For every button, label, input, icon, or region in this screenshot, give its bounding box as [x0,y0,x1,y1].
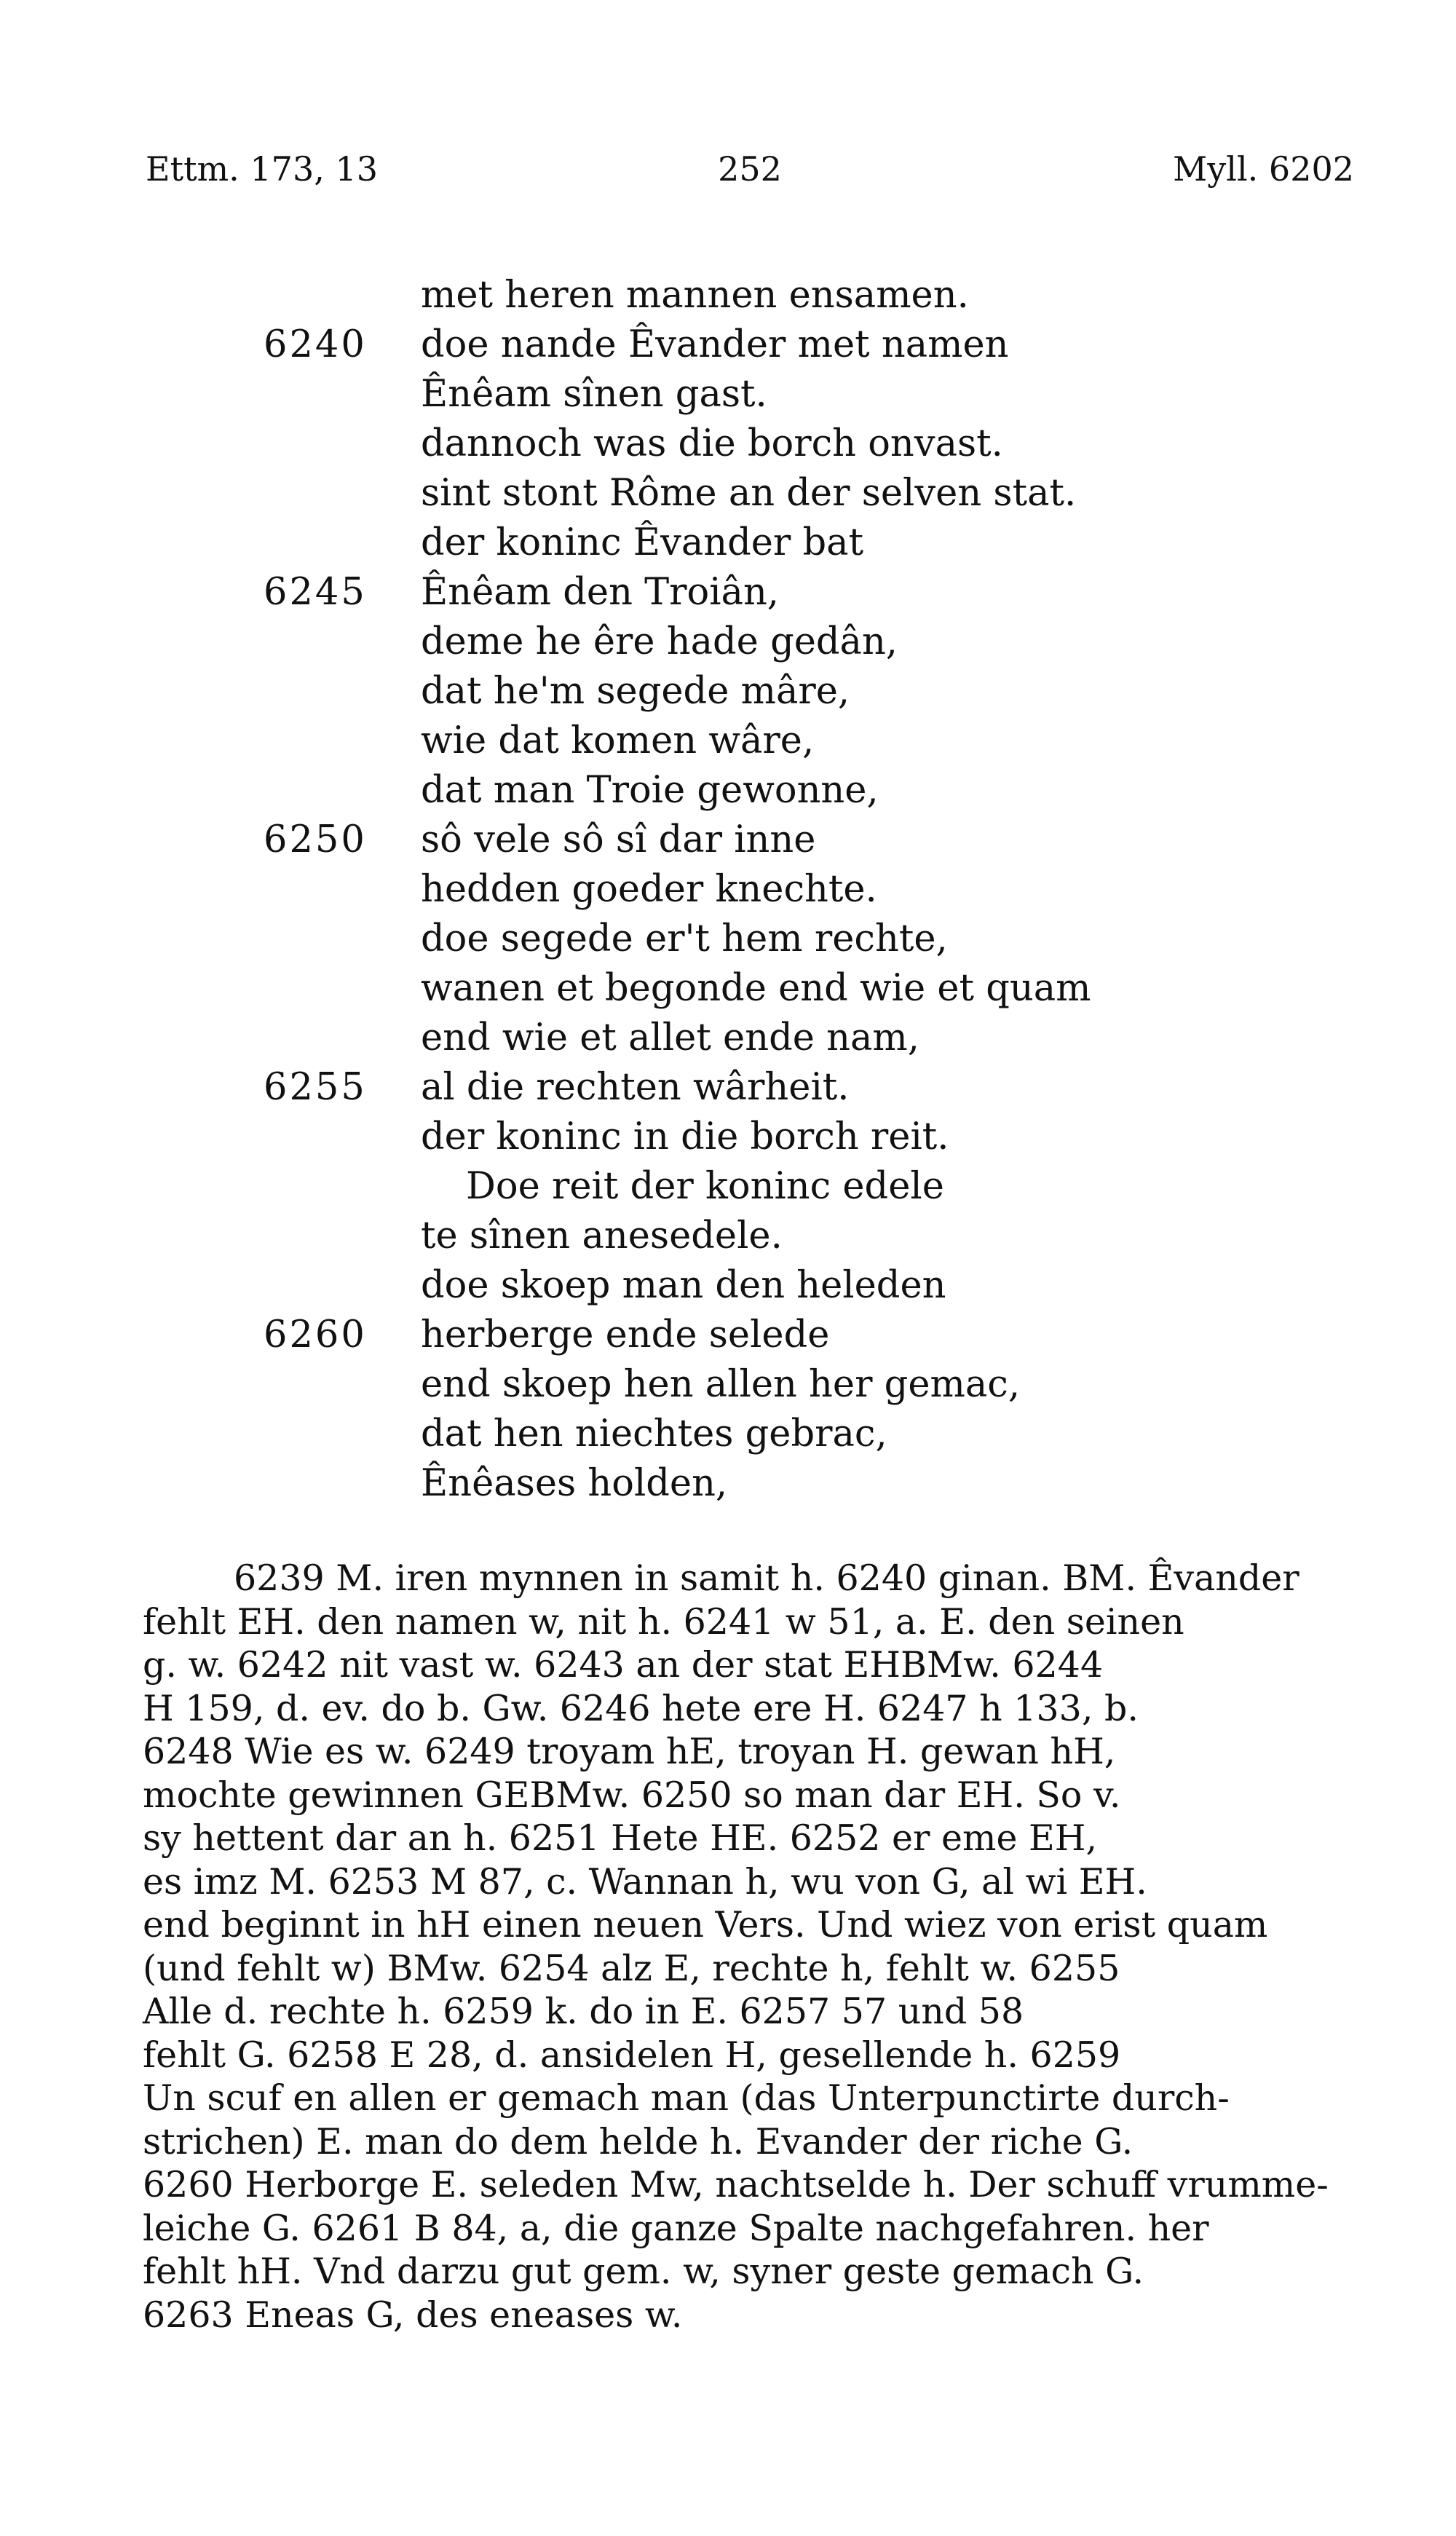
verse-line [0,518,1456,568]
page-header [146,149,1354,208]
verse-text: sô vele sô sî dar inne [421,818,816,861]
verse-line [0,469,1456,518]
line-number: 6245 [264,571,367,614]
verse-line [0,1360,1456,1410]
apparatus-line: end beginnt in hH einen neuen Vers. Und wiez von erist quam [143,1904,1268,1946]
verse-text: te sînen anesedele. [421,1214,783,1257]
verse-line [0,1063,1456,1113]
verse-line [0,1459,1456,1509]
apparatus-line: 6239 M. iren mynnen in samit h. 6240 ginan. BM. Êvander [234,1557,1299,1599]
verse-text: wanen et begonde end wie et quam [421,967,1091,1010]
verse-line [0,964,1456,1014]
verse-line [0,1311,1456,1360]
verse-line [0,617,1456,667]
verse-text: Ênêam sînen gast. [421,373,767,416]
verse-text: dannoch was die borch onvast. [421,422,1003,465]
verse-text: wie dat komen wâre, [421,719,815,762]
verse-text: deme he êre hade gedân, [421,620,898,663]
apparatus-line: strichen) E. man do dem helde h. Evander der riche G. [143,2120,1133,2162]
verse-text: der koninc Êvander bat [421,521,864,564]
verse-text: doe nande Êvander met namen [421,323,1009,366]
verse-text: herberge ende selede [421,1314,830,1356]
line-number: 6250 [264,818,367,861]
verse-text: hedden goeder knechte. [421,868,877,911]
apparatus-line: (und fehlt w) BMw. 6254 alz E, rechte h, fehlt w. 6255 [143,1947,1120,1989]
apparatus-line: g. w. 6242 nit vast w. 6243 an der stat EHBMw. 6244 [143,1644,1104,1686]
apparatus-line: fehlt G. 6258 E 28, d. ansidelen H, gesellende h. 6259 [143,2034,1121,2076]
verse-line [0,1212,1456,1261]
apparatus-line: leiche G. 6261 B 84, a, die ganze Spalte nachgefahren. her [143,2207,1209,2249]
apparatus-line: H 159, d. ev. do b. Gw. 6246 hete ere H. 6247 h 133, b. [143,1687,1139,1729]
verse-line [0,320,1456,370]
apparatus-line: fehlt hH. Vnd darzu gut gem. w, syner geste gemach G. [143,2251,1144,2292]
verse-text: sint stont Rôme an der selven stat. [421,472,1077,515]
line-number: 6255 [264,1066,367,1109]
verse-line [0,766,1456,815]
verse-line-section-start [0,1162,1456,1212]
verse-line [0,915,1456,964]
apparatus-line: fehlt EH. den namen w, nit h. 6241 w 51, a. E. den seinen [143,1600,1184,1643]
verse-text: Ênêases holden, [421,1462,728,1505]
verse-text: dat hen niechtes gebrac, [421,1413,887,1455]
running-head-right: Myll. 6202 [1173,149,1354,189]
verse-text: Ênêam den Troiân, [421,571,779,614]
verse-text: al die rechten wârheit. [421,1066,850,1109]
verse-text: dat he'm segede mâre, [421,670,850,713]
verse-text: met heren mannen ensamen. [421,274,969,317]
apparatus-line: es imz M. 6253 M 87, c. Wannan h, wu von G, al wi EH. [143,1860,1147,1903]
apparatus-line: 6263 Eneas G, des eneases w. [143,2294,683,2336]
verse-line [0,716,1456,766]
verse-line [0,568,1456,617]
verse-line [0,271,1456,320]
apparatus-line: Alle d. rechte h. 6259 k. do in E. 6257 57 und 58 [143,1991,1024,2032]
verse-text: doe segede er't hem rechte, [421,917,948,960]
verse-line [0,419,1456,469]
verse-text: der koninc in die borch reit. [421,1115,949,1158]
verse-text: Doe reit der koninc edele [466,1165,944,1208]
apparatus-line: sy hettent dar an h. 6251 Hete HE. 6252 er eme EH, [143,1817,1098,1859]
verse-line [0,1410,1456,1459]
verse-block [0,271,1456,1509]
apparatus-line: Un scuf en allen er gemach man (das Unterpunctirte durch- [143,2077,1230,2119]
verse-text: doe skoep man den heleden [421,1264,946,1307]
apparatus-line: 6260 Herborge E. seleden Mw, nachtselde h. Der schuff vrumme- [143,2164,1329,2205]
verse-line [0,865,1456,915]
verse-text: end skoep hen allen her gemac, [421,1363,1021,1406]
verse-line [0,1014,1456,1063]
critical-apparatus [143,1557,1354,2336]
page-number: 252 [718,149,782,189]
verse-text: dat man Troie gewonne, [421,769,879,812]
verse-text: end wie et allet ende nam, [421,1016,919,1059]
line-number: 6240 [264,323,367,366]
verse-line [0,815,1456,865]
verse-line [0,1261,1456,1311]
verse-line [0,667,1456,716]
apparatus-line: mochte gewinnen GEBMw. 6250 so man dar EH. So v. [143,1774,1121,1816]
verse-line [0,370,1456,419]
apparatus-line: 6248 Wie es w. 6249 troyam hE, troyan H. gewan hH, [143,1731,1116,1772]
verse-line [0,1113,1456,1162]
line-number: 6260 [264,1314,367,1356]
running-head-left: Ettm. 173, 13 [146,149,378,189]
